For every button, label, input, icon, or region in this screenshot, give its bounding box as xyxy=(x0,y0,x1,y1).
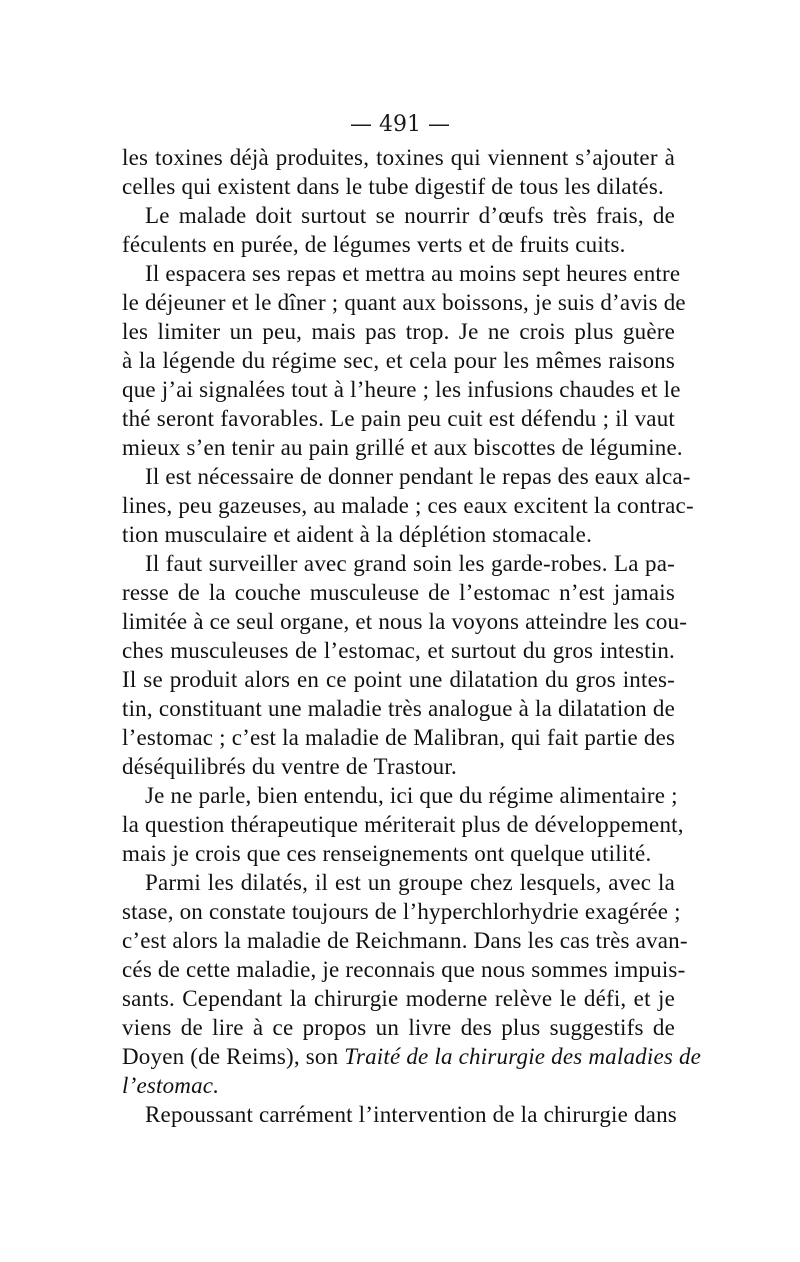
text-line: tion musculaire et aident à la déplétion stomacale. xyxy=(122,522,593,547)
text-line: Repoussant carrément l’intervention de la chirurgie dans xyxy=(145,1102,677,1127)
text-line: Il faut surveiller avec grand soin les garde-robes. La pa- xyxy=(145,551,675,576)
body-text xyxy=(122,143,702,1129)
text-line xyxy=(122,1042,702,1071)
text-line: Parmi les dilatés, il est un groupe chez lesquels, avec la xyxy=(145,870,675,895)
text-line: l’estomac ; c’est la maladie de Malibran, qui fait partie des xyxy=(122,725,676,750)
text-line xyxy=(122,1071,675,1100)
book-title-italic: Traité de la chirurgie des maladies de xyxy=(344,1044,702,1069)
text-line: à la légende du régime sec, et cela pour les mêmes raisons xyxy=(122,348,675,373)
text-line: mais je crois que ces renseignements ont quelque utilité. xyxy=(122,841,652,866)
text-line: limitée à ce seul organe, et nous la voyons atteindre les cou- xyxy=(122,609,688,634)
text-line: ches musculeuses de l’estomac, et surtout du gros intestin. xyxy=(122,638,675,663)
text-line: lines, peu gazeuses, au malade ; ces eaux excitent la contrac- xyxy=(122,493,694,518)
text-line: Je ne parle, bien entendu, ici que du régime alimentaire ; xyxy=(145,783,678,808)
text-line: viens de lire à ce propos un livre des plus suggestifs de xyxy=(122,1015,675,1040)
text-line: mieux s’en tenir au pain grillé et aux biscottes de légumine. xyxy=(122,435,683,460)
text-line: déséquilibrés du ventre de Trastour. xyxy=(122,754,457,779)
text-line: celles qui existent dans le tube digestif de tous les dilatés. xyxy=(122,174,664,199)
book-title-italic-end: l’estomac. xyxy=(122,1073,220,1098)
text-line: sants. Cependant la chirurgie moderne relève le défi, et je xyxy=(122,986,675,1011)
text-line: Il se produit alors en ce point une dilatation du gros intes- xyxy=(122,667,675,692)
text-line: Il est nécessaire de donner pendant le repas des eaux alca- xyxy=(145,464,691,489)
text-line: le déjeuner et le dîner ; quant aux boissons, je suis d’avis de xyxy=(122,290,686,315)
text-line: féculents en purée, de légumes verts et de fruits cuits. xyxy=(122,232,626,257)
text-line: resse de la couche musculeuse de l’estomac n’est jamais xyxy=(122,580,675,605)
text-line: les toxines déjà produites, toxines qui viennent s’ajouter à xyxy=(122,145,675,170)
text-line: stase, on constate toujours de l’hyperchlorhydrie exagérée ; xyxy=(122,899,681,924)
text-line: la question thérapeutique mériterait plus de développement, xyxy=(122,812,684,837)
text-line: les limiter un peu, mais pas trop. Je ne crois plus guère xyxy=(122,319,675,344)
text-line: tin, constituant une maladie très analogue à la dilatation de xyxy=(122,696,675,721)
text-line: que j’ai signalées tout à l’heure ; les infusions chaudes et le xyxy=(122,377,681,402)
text-line: Il espacera ses repas et mettra au moins sept heures entre xyxy=(145,261,681,286)
page-number: — 491 — xyxy=(350,112,450,137)
text-line: c’est alors la maladie de Reichmann. Dans les cas très avan- xyxy=(122,928,688,953)
text-line: Le malade doit surtout se nourrir d’œufs très frais, de xyxy=(145,203,675,228)
text-line: thé seront favorables. Le pain peu cuit est défendu ; il vaut xyxy=(122,406,675,431)
text-line: cés de cette maladie, je reconnais que nous sommes impuis- xyxy=(122,957,686,982)
text-line-prefix: Doyen (de Reims), son xyxy=(122,1044,345,1069)
